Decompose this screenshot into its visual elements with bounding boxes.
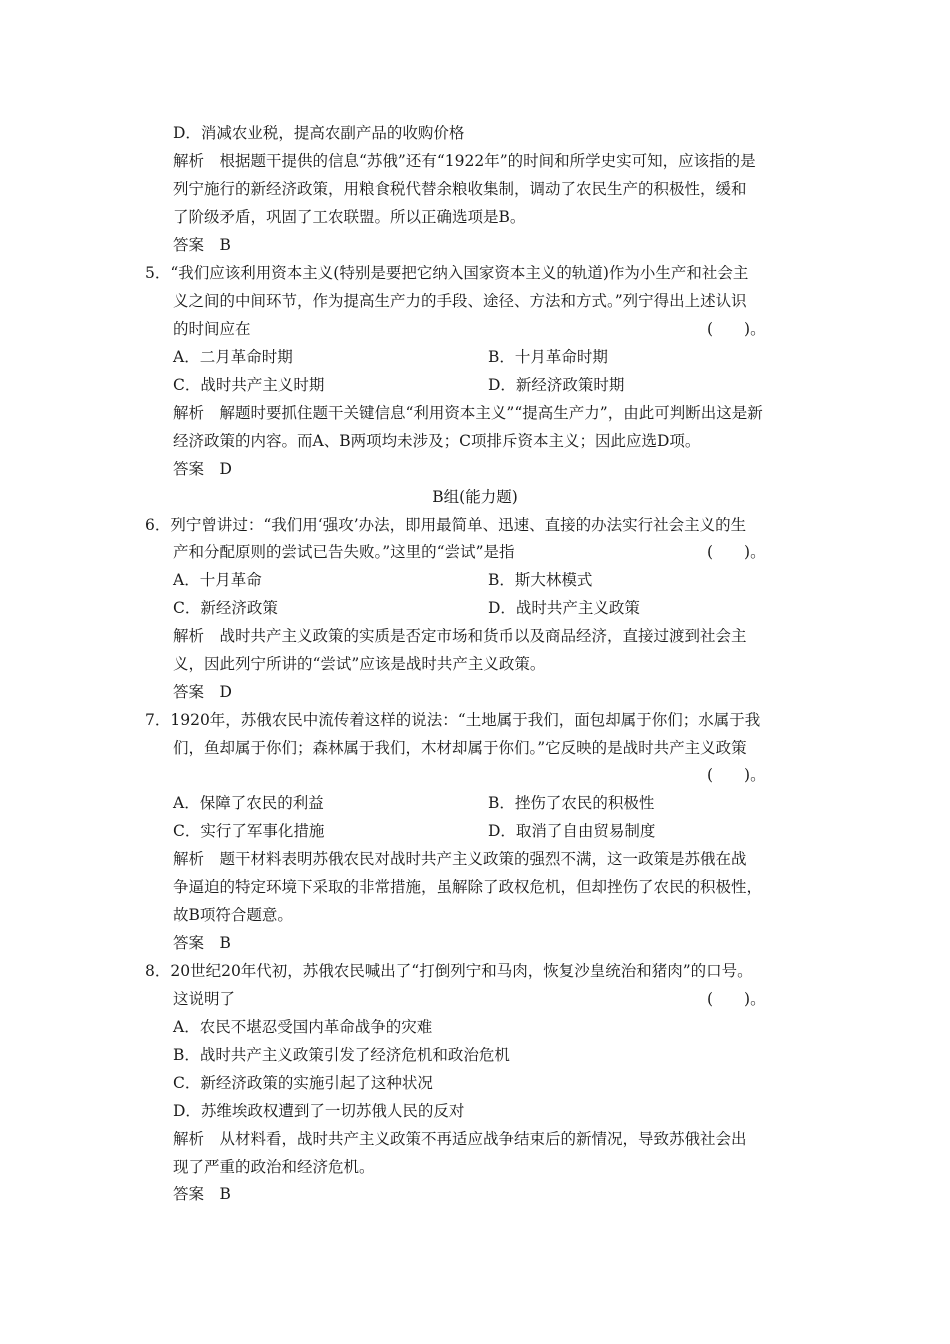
option-d: D．新经济政策时期 (488, 376, 625, 394)
question-5-stem: 5．“我们应该利用资本主义(特别是要把它纳入国家资本主义的轨道)作为小生产和社会主 (145, 264, 749, 282)
analysis-line: 经济政策的内容。而A、B两项均未涉及；C项排斥资本主义；因此应选D项。 (173, 432, 701, 450)
answer-line: 答案 D (173, 460, 232, 478)
option-c: C．实行了军事化措施 (173, 822, 325, 840)
analysis-line: 义，因此列宁所讲的“尝试”应该是战时共产主义政策。 (173, 655, 546, 673)
option-a: A．二月革命时期 (173, 348, 293, 366)
analysis-line: 现了严重的政治和经济危机。 (173, 1158, 375, 1176)
analysis-line: 列宁施行的新经济政策，用粮食税代替余粮收集制，调动了农民生产的积极性，缓和 (173, 180, 747, 198)
answer-blank: ( )。 (707, 543, 766, 561)
option-d: D．战时共产主义政策 (488, 599, 640, 617)
option-b: B．斯大林模式 (488, 571, 593, 589)
option-d: D．苏维埃政权遭到了一切苏俄人民的反对 (173, 1102, 465, 1120)
analysis-line: 解析 从材料看，战时共产主义政策不再适应战争结束后的新情况，导致苏俄社会出 (173, 1130, 747, 1148)
analysis-line: 争逼迫的特定环境下采取的非常措施，虽解除了政权危机，但却挫伤了农民的积极性， (173, 878, 763, 896)
analysis-line: 了阶级矛盾，巩固了工农联盟。所以正确选项是B。 (173, 208, 526, 226)
answer-blank: ( )。 (707, 990, 766, 1008)
option-c: C．新经济政策 (173, 599, 278, 617)
question-7-stem: 7．1920年，苏俄农民中流传着这样的说法：“土地属于我们，面包却属于你们；水属于我 (145, 711, 761, 729)
option-a: A．农民不堪忍受国内革命战争的灾难 (173, 1018, 433, 1036)
answer-blank: ( )。 (707, 766, 766, 784)
analysis-line: 故B项符合题意。 (173, 906, 293, 924)
answer-line: 答案 B (173, 236, 231, 254)
option-c: C．新经济政策的实施引起了这种状况 (173, 1074, 433, 1092)
option-b: B．十月革命时期 (488, 348, 608, 366)
question-5-stem: 的时间应在 (173, 320, 251, 338)
answer-line: 答案 B (173, 934, 231, 952)
option-a: A．保障了农民的利益 (173, 794, 324, 812)
answer-line: 答案 D (173, 683, 232, 701)
option-d: D．取消了自由贸易制度 (488, 822, 656, 840)
question-6-stem: 产和分配原则的尝试已告失败。”这里的“尝试”是指 (173, 543, 515, 561)
option-b: B．战时共产主义政策引发了经济危机和政治危机 (173, 1046, 510, 1064)
option-d: D．消减农业税，提高农副产品的收购价格 (173, 124, 465, 142)
answer-line: 答案 B (173, 1185, 231, 1203)
question-6-stem: 6．列宁曾讲过：“我们用‘强攻’办法，即用最简单、迅速、直接的办法实行社会主义的生 (145, 516, 747, 534)
question-8-stem: 8．20世纪20年代初，苏俄农民喊出了“打倒列宁和马肉，恢复沙皇统治和猪肉”的口号。 (145, 962, 753, 980)
question-8-stem: 这说明了 (173, 990, 236, 1008)
analysis-line: 解析 题干材料表明苏俄农民对战时共产主义政策的强烈不满，这一政策是苏俄在战 (173, 850, 747, 868)
analysis-line: 解析 根据题干提供的信息“苏俄”还有“1922年”的时间和所学史实可知，应该指的是 (173, 152, 756, 170)
question-5-stem: 义之间的中间环节，作为提高生产力的手段、途径、方法和方式。”列宁得出上述认识 (173, 292, 747, 310)
analysis-line: 解析 解题时要抓住题干关键信息“利用资本主义”“提高生产力”，由此可判断出这是新 (173, 404, 763, 422)
option-a: A．十月革命 (173, 571, 262, 589)
answer-blank: ( )。 (707, 320, 766, 338)
analysis-line: 解析 战时共产主义政策的实质是否定市场和货币以及商品经济，直接过渡到社会主 (173, 627, 747, 645)
option-b: B．挫伤了农民的积极性 (488, 794, 655, 812)
section-heading: B组(能力题) (432, 488, 518, 506)
option-c: C．战时共产主义时期 (173, 376, 325, 394)
question-7-stem: 们，鱼却属于你们；森林属于我们，木材却属于你们。”它反映的是战时共产主义政策 (173, 739, 747, 757)
